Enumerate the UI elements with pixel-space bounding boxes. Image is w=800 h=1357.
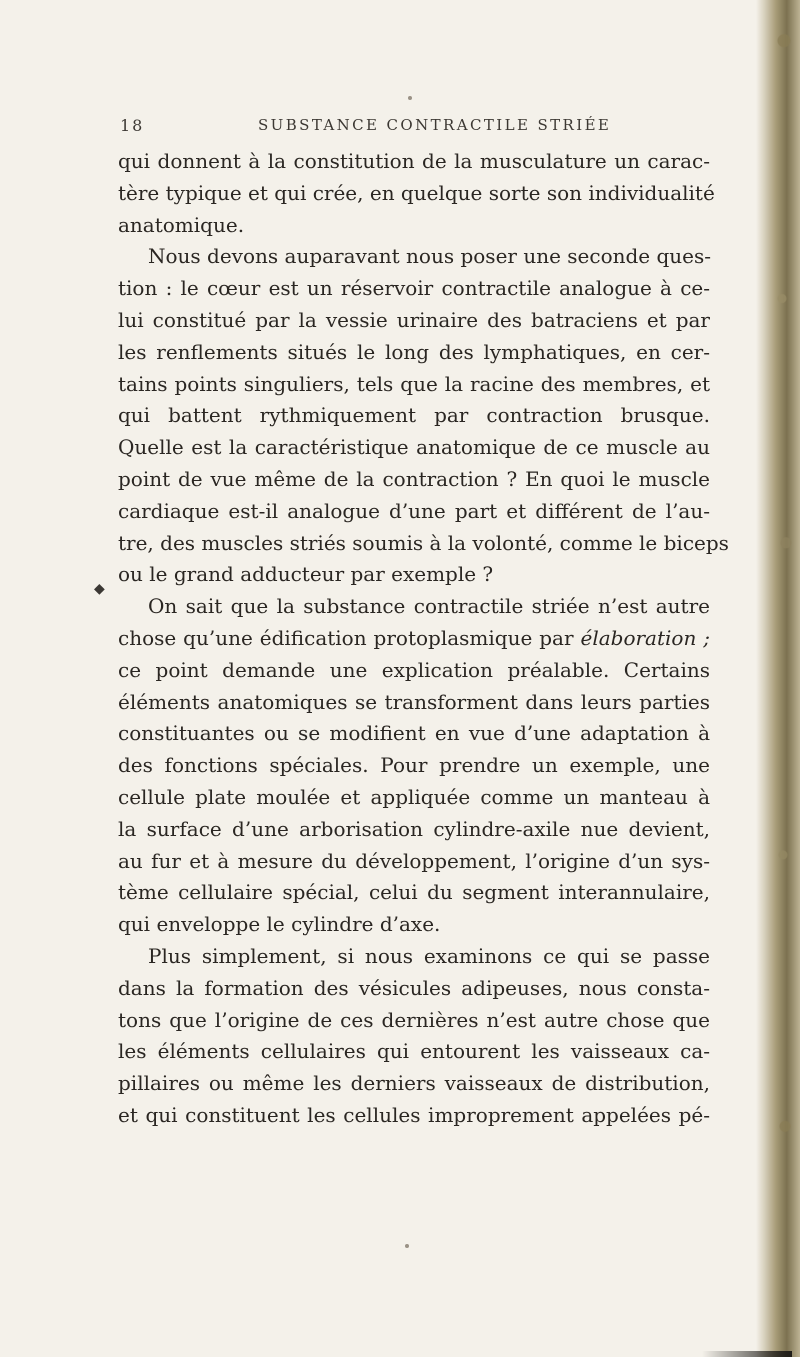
text-line: et qui constituent les cellules improprement appelées pé- bbox=[118, 1102, 710, 1127]
text-line: dans la formation des vésicules adipeuses, nous consta- bbox=[118, 975, 710, 1000]
text-line: ou le grand adducteur par exemple ? bbox=[118, 562, 494, 587]
text-line: pillaires ou même les derniers vaisseaux de distribution, bbox=[118, 1071, 710, 1096]
text-line: Plus simplement, si nous examinons ce qui se passe bbox=[148, 943, 710, 968]
text-line: cellule plate moulée et appliquée comme un manteau à bbox=[118, 784, 710, 809]
text-line: qui donnent à la constitution de la musculature un carac- bbox=[118, 149, 710, 173]
text-line: tains points singuliers, tels que la racine des membres, et bbox=[118, 371, 710, 396]
running-title: SUBSTANCE CONTRACTILE STRIÉE bbox=[258, 116, 612, 134]
text-line: ce point demande une explication préalable. Certains bbox=[118, 657, 710, 682]
text-line: lui constitué par la vessie urinaire des batraciens et par bbox=[118, 307, 710, 332]
text-line: tère typique et qui crée, en quelque sorte son individualité bbox=[118, 180, 715, 205]
text-line: point de vue même de la contraction ? En quoi le muscle bbox=[118, 466, 710, 491]
margin-bullet-icon: ◆ bbox=[94, 581, 105, 597]
text-line: qui enveloppe le cylindre d’axe. bbox=[118, 912, 441, 937]
page-number: 18 bbox=[120, 116, 145, 135]
text-line: la surface d’une arborisation cylindre-axile nue devient, bbox=[118, 816, 710, 841]
text-line-with-italic bbox=[118, 623, 710, 655]
text-line: des fonctions spéciales. Pour prendre un exemple, une bbox=[118, 753, 710, 778]
text-line: les éléments cellulaires qui entourent les vaisseaux ca- bbox=[118, 1039, 710, 1064]
text-line: au fur et à mesure du développement, l’origine d’un sys- bbox=[118, 848, 710, 873]
text-line: Quelle est la caractéristique anatomique de ce muscle au bbox=[118, 435, 710, 460]
ink-speck bbox=[408, 96, 412, 100]
text-line: tion : le cœur est un réservoir contractile analogue à ce- bbox=[118, 276, 710, 301]
text-line: tème cellulaire spécial, celui du segment interannulaire, bbox=[118, 880, 710, 905]
italic-phrase: élaboration ; bbox=[580, 625, 711, 650]
text-line: tre, des muscles striés soumis à la volonté, comme le biceps bbox=[118, 530, 729, 555]
text-line: constituantes ou se modifient en vue d’une adaptation à bbox=[118, 721, 710, 746]
text-line: On sait que la substance contractile striée n’est autre bbox=[148, 594, 710, 619]
text-line: qui battent rythmiquement par contraction brusque. bbox=[118, 403, 710, 428]
ink-speck bbox=[405, 1244, 409, 1248]
page-corner-shadow bbox=[702, 1351, 792, 1357]
text-line: anatomique. bbox=[118, 212, 245, 237]
text-line: tons que l’origine de ces dernières n’est autre chose que bbox=[118, 1007, 710, 1032]
text-line: éléments anatomiques se transforment dans leurs parties bbox=[118, 689, 710, 714]
body-text bbox=[118, 146, 729, 1132]
text-line: cardiaque est-il analogue d’une part et différent de l’au- bbox=[118, 498, 710, 523]
text-line: Nous devons auparavant nous poser une seconde ques- bbox=[148, 244, 712, 269]
text-line: les renflements situés le long des lymphatiques, en cer- bbox=[118, 339, 710, 364]
text-line-start: chose qu’une édification protoplasmique par bbox=[118, 625, 574, 650]
page-edge-stains bbox=[774, 0, 794, 1357]
